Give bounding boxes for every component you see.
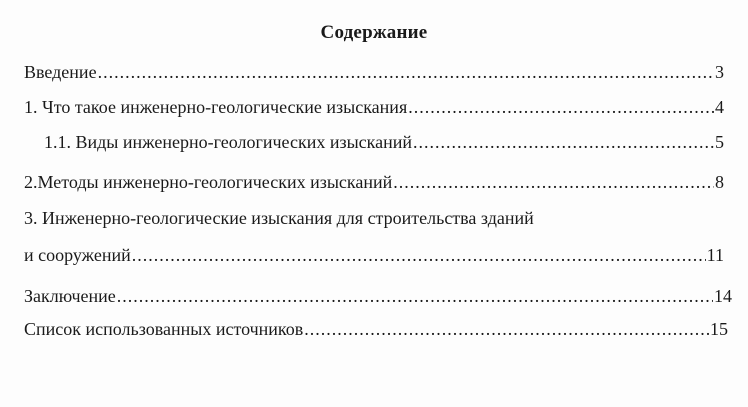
toc-leader-dots: [117, 285, 713, 307]
toc-leader-dots: [408, 96, 714, 118]
toc-entry: [24, 285, 732, 307]
toc-entry-text: 1. Что такое инженерно-геологические изыскания: [24, 97, 408, 117]
toc-entry-page: 8: [715, 172, 724, 192]
toc-entry-page: 3: [715, 62, 724, 82]
toc-entry-page: 14: [714, 286, 732, 306]
toc-entry: [24, 171, 724, 193]
toc-entry: [24, 318, 728, 340]
toc-entry-page: 15: [710, 319, 728, 339]
toc-entry: [24, 96, 724, 118]
toc-leader-dots: [132, 244, 706, 266]
toc-leader-dots: [393, 171, 714, 193]
toc-entry-first-line: [24, 207, 724, 229]
toc-entry-page: 11: [706, 245, 724, 265]
toc-leader-dots: [413, 131, 714, 153]
toc-leader-dots: [304, 318, 709, 340]
toc-entry-text: Введение: [24, 62, 97, 82]
toc-entry: [44, 131, 724, 153]
toc-entry-text: и сооружений: [24, 245, 131, 265]
toc-entry: [24, 61, 724, 83]
toc-entry-text: 2.Методы инженерно-геологических изысканий: [24, 172, 393, 192]
toc-entry-text: Список использованных источников: [24, 319, 304, 339]
toc-entry-text: Заключение: [24, 286, 116, 306]
toc-entry-text: 1.1. Виды инженерно-геологических изысканий: [44, 132, 413, 152]
toc-entry-page: 5: [715, 132, 724, 152]
toc-entry-text: 3. Инженерно-геологические изыскания для строительства зданий: [24, 208, 534, 228]
toc-leader-dots: [98, 61, 714, 83]
toc-entry-page: 4: [715, 97, 724, 117]
toc-title: Содержание: [320, 22, 428, 43]
toc-entry: [24, 244, 724, 266]
